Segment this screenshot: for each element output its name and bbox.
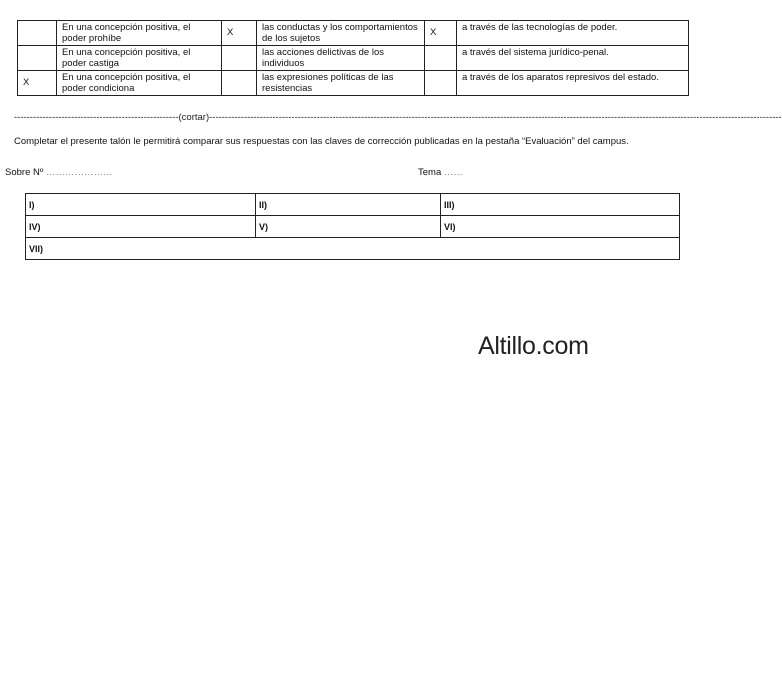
sobre-dots: ………………… <box>45 167 113 178</box>
sobre-field <box>5 167 112 178</box>
mark-cell <box>425 71 457 96</box>
answer-cell: V) <box>256 216 441 238</box>
answer-row <box>26 194 680 216</box>
option-cell: las conductas y los comportamientos de los sujetos <box>257 21 425 46</box>
option-cell: las acciones delictivas de los individuos <box>257 46 425 71</box>
answer-cell: VII) <box>26 238 680 260</box>
answer-cell: I) <box>26 194 256 216</box>
mark-cell <box>222 71 257 96</box>
option-cell: a través de los aparatos represivos del estado. <box>457 71 689 96</box>
option-cell: En una concepción positiva, el poder castiga <box>57 46 222 71</box>
mark-cell: X <box>18 71 57 96</box>
answer-cell: III) <box>441 194 680 216</box>
tema-field <box>418 167 463 178</box>
sobre-label: Sobre Nº <box>5 167 44 178</box>
option-cell: a través del sistema jurídico-penal. <box>457 46 689 71</box>
tema-dots: …… <box>443 167 463 178</box>
option-cell: a través de las tecnologías de poder. <box>457 21 689 46</box>
table-row <box>18 21 689 46</box>
mark-cell <box>222 46 257 71</box>
mark-cell: X <box>222 21 257 46</box>
tema-label: Tema <box>418 167 442 178</box>
answer-cell: II) <box>256 194 441 216</box>
answer-row <box>26 238 680 260</box>
option-cell: las expresiones políticas de las resistencias <box>257 71 425 96</box>
mark-cell <box>425 46 457 71</box>
table-row <box>18 46 689 71</box>
instructions-text: Completar el presente talón le permitirá comparar sus respuestas con las claves de corrección publicadas en la pestaña “Evaluación” del campus. <box>14 136 629 147</box>
option-cell: En una concepción positiva, el poder prohíbe <box>57 21 222 46</box>
mark-cell <box>18 46 57 71</box>
answer-cell: IV) <box>26 216 256 238</box>
mark-cell <box>18 21 57 46</box>
altillo-watermark: Altillo.com <box>478 332 589 360</box>
table-row <box>18 71 689 96</box>
answer-cell: VI) <box>441 216 680 238</box>
answer-row <box>26 216 680 238</box>
options-table <box>17 20 689 96</box>
cut-line: ----------------------------------------------------(cortar)------------------------------------------------------------------------------------------------------------------------------------------------------------------------------------- <box>14 112 782 123</box>
mark-cell: X <box>425 21 457 46</box>
option-cell: En una concepción positiva, el poder condiciona <box>57 71 222 96</box>
answer-grid <box>25 193 680 260</box>
